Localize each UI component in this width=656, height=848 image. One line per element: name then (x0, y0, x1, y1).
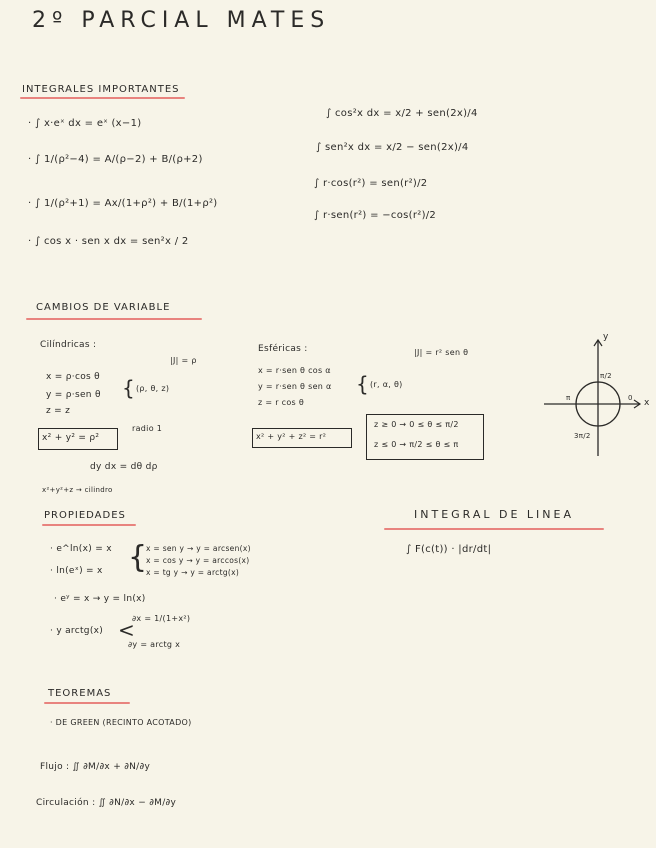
cilindricas-vars: (ρ, θ, z) (136, 384, 170, 393)
circle-label-right: 0 (628, 394, 633, 402)
deriv-brace: < (118, 618, 136, 642)
cambios-underline (26, 318, 202, 320)
cilindricas-radio: radio 1 (132, 424, 163, 433)
integral-left-2: · ∫ 1/(ρ²−4) = A/(ρ−2) + B/(ρ+2) (28, 154, 203, 165)
axis-y-label: y (603, 332, 609, 342)
esfericas-range-2: z ≤ 0 → π/2 ≤ θ ≤ π (374, 440, 459, 449)
integral-left-4: · ∫ cos x · sen x dx = sen²x / 2 (28, 236, 189, 247)
propiedad-brace-2: x = cos y → y = arccos(x) (146, 556, 250, 565)
propiedad-1: · e^ln(x) = x (50, 544, 112, 554)
esfericas-range-1: z ≥ 0 → 0 ≤ θ ≤ π/2 (374, 420, 459, 429)
derivada-2: ∂y = arctg x (128, 640, 181, 649)
cambios-heading: CAMBIOS DE VARIABLE (36, 302, 171, 313)
integral-left-3: · ∫ 1/(ρ²+1) = Ax/(1+ρ²) + B/(1+ρ²) (28, 198, 218, 209)
integral-right-1: ∫ cos²x dx = x/2 + sen(2x)/4 (326, 108, 478, 119)
teorema-green: · DE GREEN (RECINTO ACOTADO) (50, 718, 192, 727)
propiedades-underline (42, 524, 136, 526)
propiedad-brace-3: x = tg y → y = arctg(x) (146, 568, 240, 577)
circle-label-bottom: 3π/2 (574, 432, 591, 440)
propiedades-heading: PROPIEDADES (44, 510, 126, 521)
cilindricas-line-3: z = z (46, 406, 71, 416)
esfericas-box-text: x² + y² + z² = r² (256, 432, 327, 441)
cilindricas-heading: Cilíndricas : (40, 340, 97, 350)
linea-heading: INTEGRAL DE LINEA (414, 508, 575, 521)
esfericas-brace: { (356, 372, 370, 396)
teorema-flujo: Flujo : ∬ ∂M/∂x + ∂N/∂y (40, 762, 151, 772)
page-title: 2º PARCIAL MATES (32, 8, 331, 33)
esfericas-jacobian: |J| = r² sen θ (414, 348, 469, 357)
integral-right-4: ∫ r·sen(r²) = −cos(r²)/2 (314, 210, 437, 221)
esfericas-heading: Esféricas : (258, 344, 308, 354)
integrales-underline (20, 97, 185, 99)
cilindricas-box-text: x² + y² = ρ² (42, 433, 100, 443)
cilindricas-note: x²+y²+z → cilindro (42, 486, 113, 494)
propiedades-brace: { (128, 540, 148, 575)
circle-label-left: π (566, 394, 571, 402)
cilindricas-line-1: x = ρ·cos θ (46, 372, 100, 382)
esfericas-vars: (r, α, θ) (370, 380, 403, 389)
linea-formula: ∫ F(c(t)) · |dr/dt| (406, 544, 492, 555)
integral-right-3: ∫ r·cos(r²) = sen(r²)/2 (314, 178, 428, 189)
teorema-circulacion: Circulación : ∬ ∂N/∂x − ∂M/∂y (36, 798, 177, 808)
esfericas-line-2: y = r·sen θ sen α (258, 382, 332, 391)
propiedad-4: · y arctg(x) (50, 626, 104, 636)
propiedad-brace-1: x = sen y → y = arcsen(x) (146, 544, 251, 553)
integral-right-2: ∫ sen²x dx = x/2 − sen(2x)/4 (316, 142, 469, 153)
cilindricas-dydx: dy dx = dθ dρ (90, 462, 158, 472)
circle-label-top: π/2 (600, 372, 612, 380)
propiedad-3: · eʸ = x → y = ln(x) (54, 594, 146, 604)
integrales-heading: INTEGRALES IMPORTANTES (22, 84, 180, 95)
cilindricas-jacobian: |J| = ρ (170, 356, 197, 365)
teoremas-underline (44, 702, 130, 704)
unit-circle-diagram (536, 330, 656, 460)
integral-left-1: · ∫ x·eˣ dx = eˣ (x−1) (28, 118, 142, 129)
linea-underline (384, 528, 604, 530)
propiedad-2: · ln(eˣ) = x (50, 566, 103, 576)
derivada-1: ∂x = 1/(1+x²) (132, 614, 191, 623)
cilindricas-brace: { (122, 376, 136, 400)
teoremas-heading: TEOREMAS (48, 688, 112, 699)
axis-x-label: x (644, 398, 650, 408)
cilindricas-line-2: y = ρ·sen θ (46, 390, 101, 400)
esfericas-line-1: x = r·sen θ cos α (258, 366, 331, 375)
esfericas-line-3: z = r cos θ (258, 398, 305, 407)
